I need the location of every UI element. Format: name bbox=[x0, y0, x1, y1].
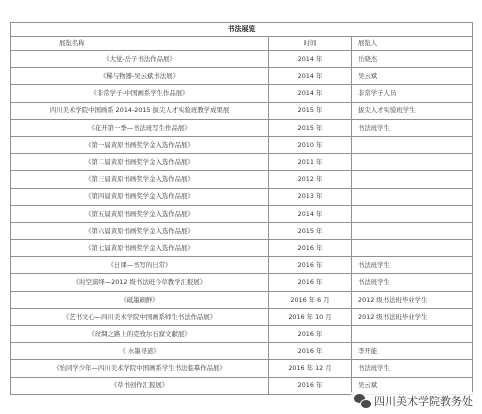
table-row bbox=[11, 85, 473, 102]
exhibition-name: 《砥墨刷鲜》 bbox=[11, 291, 269, 308]
table-row bbox=[11, 291, 473, 308]
exhibitor: 吴云斌 bbox=[352, 68, 473, 85]
exhibitor bbox=[352, 154, 473, 171]
table-body bbox=[11, 51, 473, 395]
exhibitor: 2012 级书法班毕业学生 bbox=[352, 308, 473, 325]
exhibition-time: 2014 年 bbox=[269, 51, 352, 68]
exhibition-time: 2011 年 bbox=[269, 154, 352, 171]
exhibition-time: 2012 年 bbox=[269, 171, 352, 188]
table-row bbox=[11, 240, 473, 257]
exhibition-time: 2015 年 bbox=[269, 102, 352, 119]
exhibitor bbox=[352, 171, 473, 188]
exhibitor: 书法班学生 bbox=[352, 360, 473, 377]
exhibition-time: 2014 年 bbox=[269, 85, 352, 102]
exhibition-time: 2010 年 bbox=[269, 136, 352, 153]
exhibition-time: 2014 年 bbox=[269, 68, 352, 85]
exhibitor bbox=[352, 326, 473, 343]
exhibition-time: 2016 年 10 月 bbox=[269, 308, 352, 325]
table-row bbox=[11, 274, 473, 291]
exhibition-table bbox=[10, 22, 473, 395]
table-row bbox=[11, 119, 473, 136]
exhibition-name: 《第六届黄原书画奖学金入选作品展》 bbox=[11, 222, 269, 239]
table-row bbox=[11, 360, 473, 377]
table-header-row bbox=[11, 37, 473, 51]
wechat-icon bbox=[354, 394, 370, 408]
exhibitor bbox=[352, 188, 473, 205]
exhibition-name: 《第七届黄原书画奖学金入选作品展》 bbox=[11, 240, 269, 257]
exhibition-time: 2015 年 bbox=[269, 119, 352, 136]
exhibitor: 岳晓杰 bbox=[352, 51, 473, 68]
table-row bbox=[11, 171, 473, 188]
exhibition-name: 《稀与物器-吴云斌书法展》 bbox=[11, 68, 269, 85]
exhibition-time: 2016 年 6 月 bbox=[269, 291, 352, 308]
exhibition-name: 《日课—书写的日常》 bbox=[11, 257, 269, 274]
exhibition-name: 《艺书文心—四川美术学院中国画系师生书法作品展》 bbox=[11, 308, 269, 325]
table-row bbox=[11, 326, 473, 343]
exhibition-name: 《花开第一季—书法班写生作品展》 bbox=[11, 119, 269, 136]
header-person: 展览人 bbox=[352, 37, 473, 51]
exhibition-name: 《第二届黄原书画奖学金入选作品展》 bbox=[11, 154, 269, 171]
exhibitor: 书法班学生 bbox=[352, 257, 473, 274]
exhibition-time: 2016 年 bbox=[269, 326, 352, 343]
table-title: 书法展览 bbox=[11, 23, 473, 37]
exhibition-name: 《大觉-岳子书法作品展》 bbox=[11, 51, 269, 68]
watermark-text: 四川美术学院教务处 bbox=[374, 395, 473, 408]
table-row bbox=[11, 205, 473, 222]
exhibition-time: 2016 年 12 月 bbox=[269, 360, 352, 377]
exhibitor bbox=[352, 205, 473, 222]
exhibition-name: 《草书创作汇报展》 bbox=[11, 377, 269, 394]
exhibition-name: 《时空演绎—2012 级书法班今草教学汇报展》 bbox=[11, 274, 269, 291]
exhibition-name: 《怡同学少年—四川美术学院中国画系学生书法临摹作品展》 bbox=[11, 360, 269, 377]
exhibition-name: 《丝绸之路上的克孜尔石窟文献展》 bbox=[11, 326, 269, 343]
table-row bbox=[11, 51, 473, 68]
exhibition-time: 2014 年 bbox=[269, 205, 352, 222]
watermark bbox=[351, 392, 476, 410]
exhibition-name: 《第一届黄原书画奖学金入选作品展》 bbox=[11, 136, 269, 153]
table-title-row bbox=[11, 23, 473, 37]
exhibition-time: 2016 年 bbox=[269, 377, 352, 394]
exhibition-table-container bbox=[10, 22, 472, 395]
table-row bbox=[11, 136, 473, 153]
header-name: 展览名称 bbox=[11, 37, 269, 51]
exhibitor bbox=[352, 240, 473, 257]
exhibitor: 吴云斌 bbox=[352, 377, 473, 394]
exhibition-time: 2016 年 bbox=[269, 274, 352, 291]
exhibitor bbox=[352, 136, 473, 153]
exhibition-name: 四川美术学院中国画系 2014-2015 拔尖人才实验班教学成果展 bbox=[11, 102, 269, 119]
exhibition-time: 2016 年 bbox=[269, 240, 352, 257]
table-row bbox=[11, 222, 473, 239]
header-time: 时间 bbox=[269, 37, 352, 51]
exhibition-name: 《第三届黄原书画奖学金入选作品展》 bbox=[11, 171, 269, 188]
exhibitor: 李开能 bbox=[352, 343, 473, 360]
table-row bbox=[11, 308, 473, 325]
table-row bbox=[11, 188, 473, 205]
table-row bbox=[11, 257, 473, 274]
exhibitor: 书法班学生 bbox=[352, 119, 473, 136]
table-row bbox=[11, 102, 473, 119]
exhibition-time: 2016 年 bbox=[269, 343, 352, 360]
exhibition-time: 2013 年 bbox=[269, 188, 352, 205]
table-row bbox=[11, 68, 473, 85]
exhibitor: 书法班学生 bbox=[352, 274, 473, 291]
exhibition-name: 《第五届黄原书画奖学金入选作品展》 bbox=[11, 205, 269, 222]
table-row bbox=[11, 343, 473, 360]
exhibitor bbox=[352, 222, 473, 239]
exhibitor: 拔尖人才实验班学生 bbox=[352, 102, 473, 119]
exhibition-name: 《非常学子-中国画系学生作品展》 bbox=[11, 85, 269, 102]
exhibitor: 非常学子人员 bbox=[352, 85, 473, 102]
exhibitor: 2012 级书法班毕业学生 bbox=[352, 291, 473, 308]
exhibition-name: 《第四届黄原书画奖学金入选作品展》 bbox=[11, 188, 269, 205]
exhibition-time: 2015 年 bbox=[269, 222, 352, 239]
table-row bbox=[11, 154, 473, 171]
exhibition-name: 《 水墨寻道》 bbox=[11, 343, 269, 360]
exhibition-time: 2016 年 bbox=[269, 257, 352, 274]
